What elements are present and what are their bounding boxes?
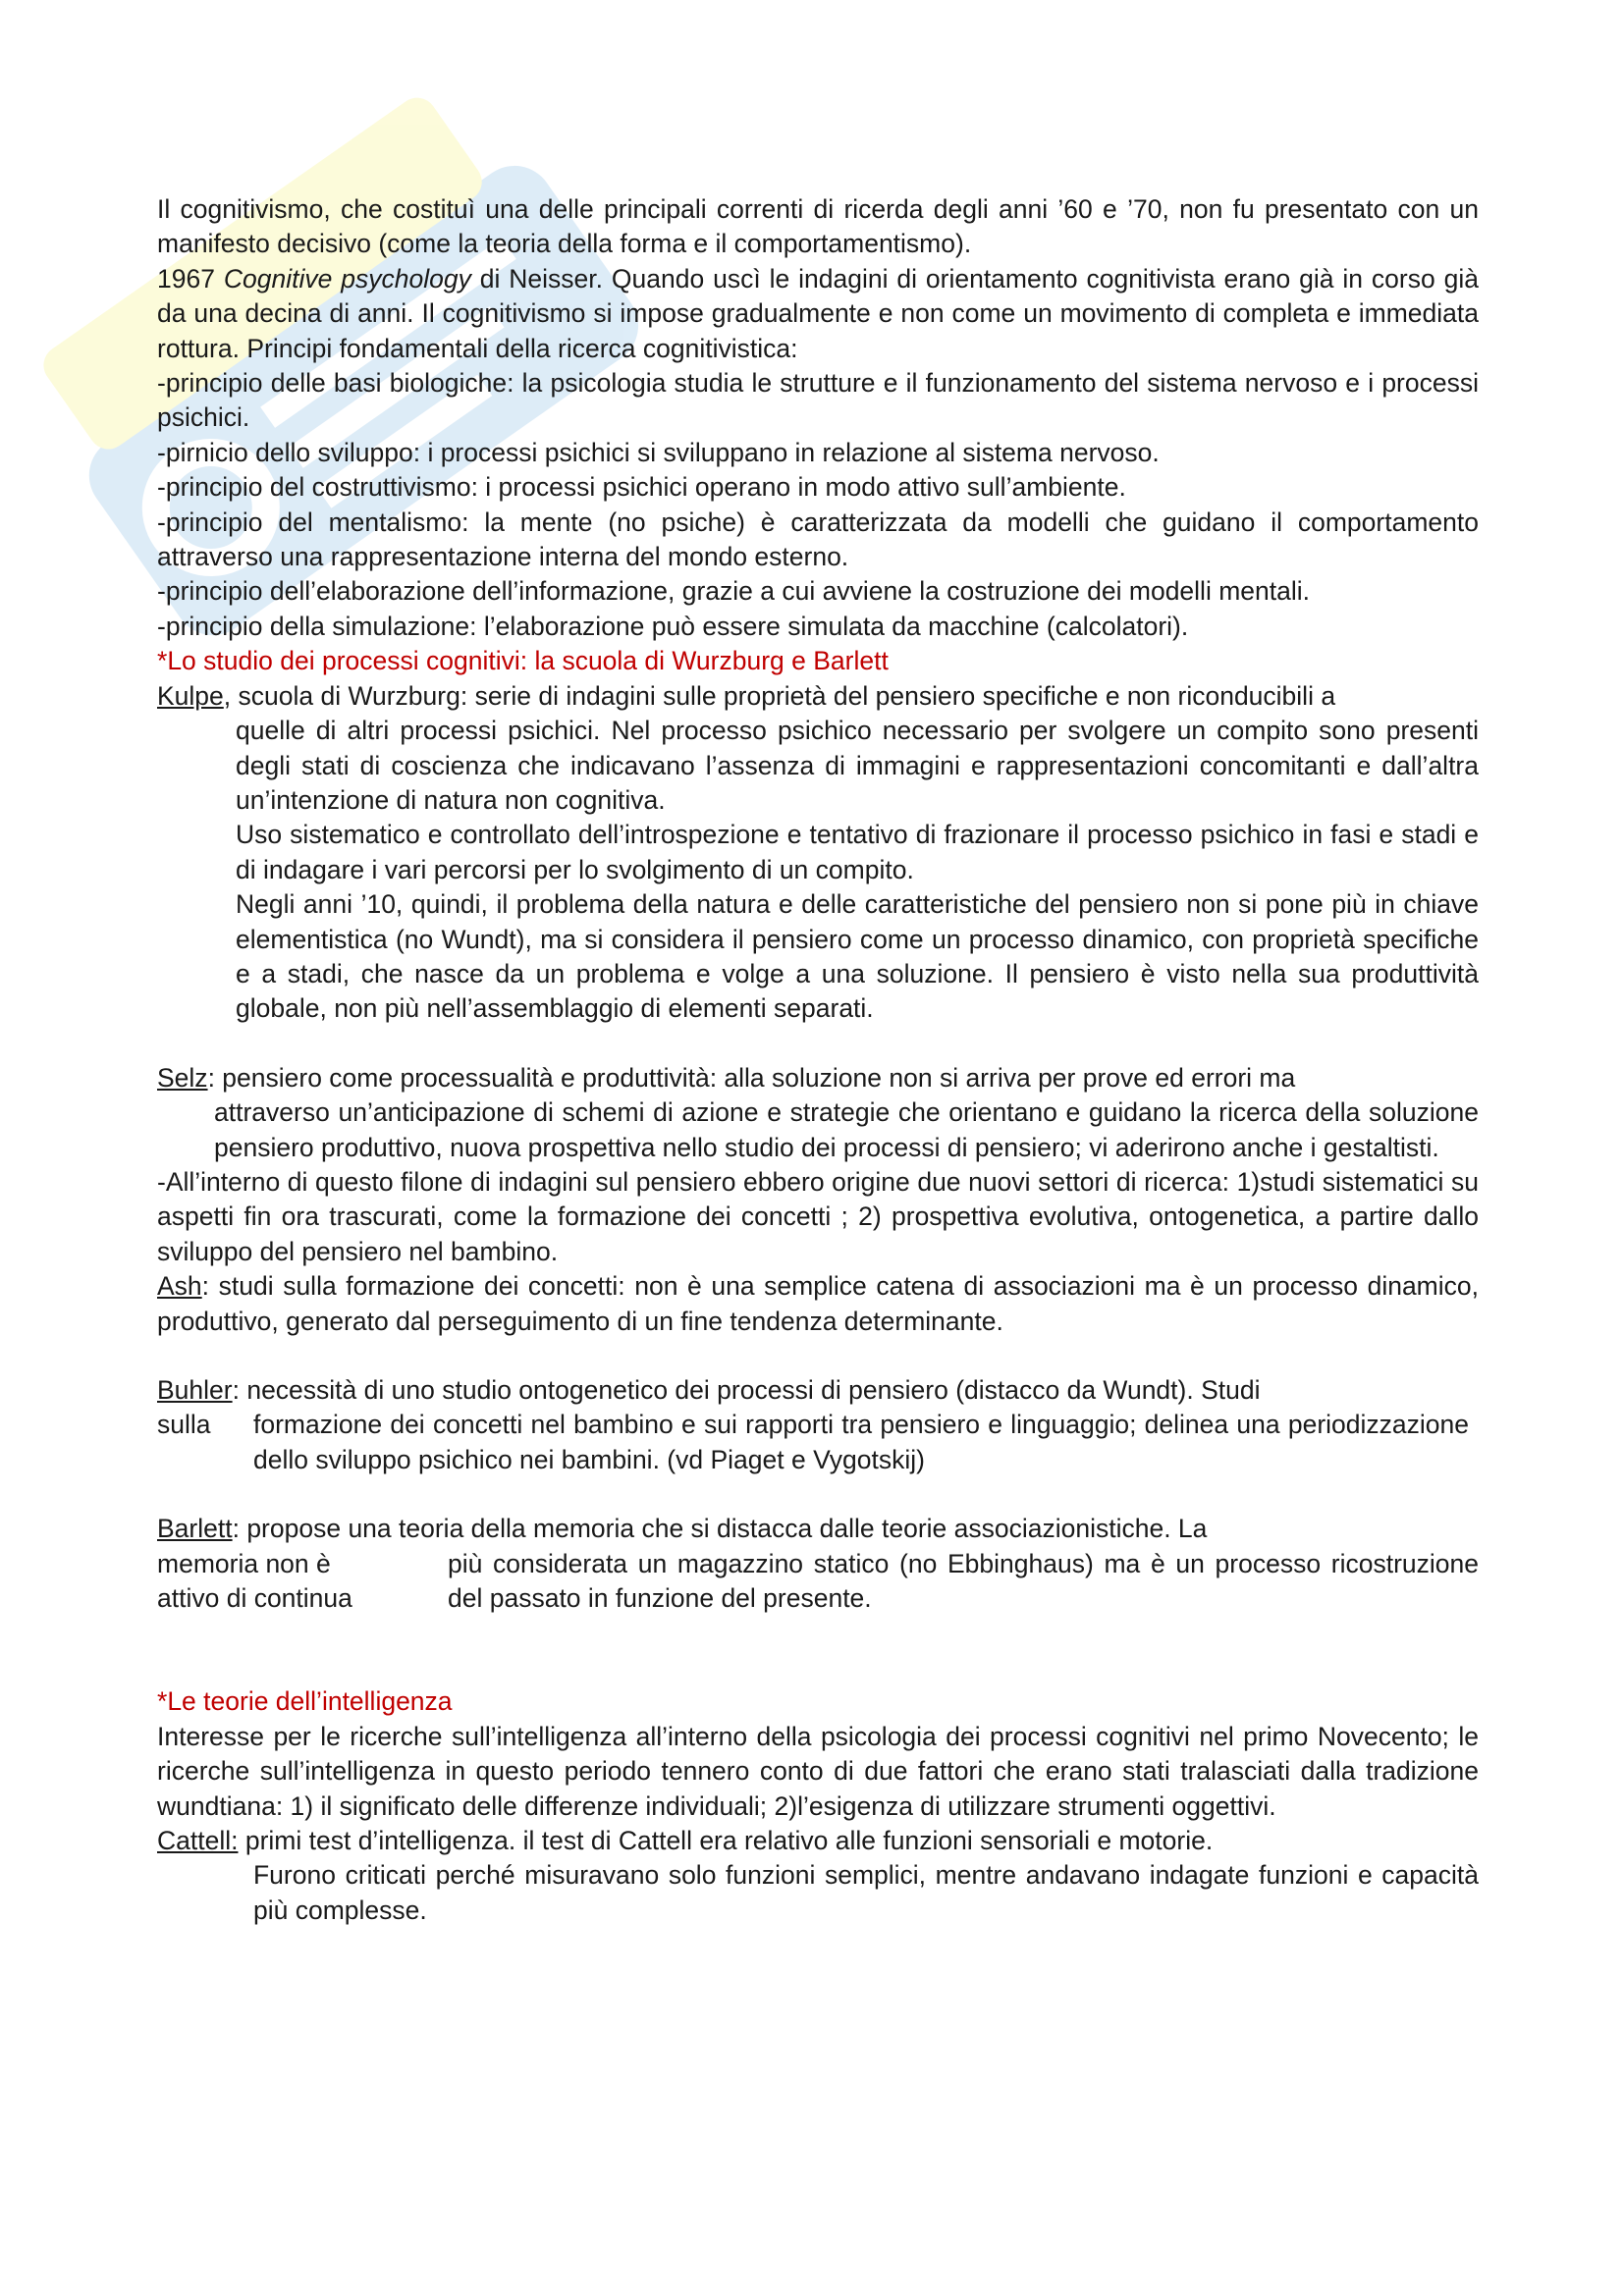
cattell-body: Furono criticati perché misuravano solo funzioni semplici, mentre andavano indagate funzioni e capacità più complesse. bbox=[253, 1860, 1479, 1925]
kulpe-body-3: Negli anni ’10, quindi, il problema della natura e delle caratteristiche del pensiero non si pone più in chiave elementistica (no Wundt), ma si considera il pensiero come un processo dinamico, con proprietà specifiche e a stadi, che nasce da un problema e volge a una soluzione. Il pensiero è visto nella sua produttività globale, non più nell’assemblaggio di elementi separati. bbox=[236, 889, 1479, 1024]
buhler-lead-text: : necessità di uno studio ontogenetico dei processi di pensiero (distacco da Wundt). Studi bbox=[232, 1375, 1261, 1405]
principle-mentalism: -principio del mentalismo: la mente (no psiche) è caratterizzata da modelli che guidano il comportamento attraverso una rappresentazione interna del mondo esterno. bbox=[157, 507, 1479, 572]
cattell-lead-text: primi test d’intelligenza. il test di Cattell era relativo alle funzioni sensoriali e motorie. bbox=[238, 1826, 1214, 1856]
author-cattell: Cattell: bbox=[157, 1826, 239, 1856]
principle-development: -pirnicio dello sviluppo: i processi psichici si sviluppano in relazione al sistema nervoso. bbox=[157, 437, 1160, 467]
barlett-body bbox=[157, 1547, 1479, 1617]
selz-lead-text: : pensiero come processualità e produttività: alla soluzione non si arriva per prove ed errori ma bbox=[207, 1062, 1296, 1093]
author-ash: Ash bbox=[157, 1271, 202, 1302]
paragraph-research-areas: -All’interno di questo filone di indagini sul pensiero ebbero origine due nuovi settori di ricerca: 1)studi sistematici su aspetti fin ora trascurati, come la formazione dei concetti ; 2) prospettiva evolutiva, ontogenetica, a partire dallo sviluppo del pensiero nel bambino. bbox=[157, 1166, 1479, 1266]
barlett-left bbox=[157, 1547, 448, 1617]
author-buhler: Buhler bbox=[157, 1375, 233, 1405]
document-body bbox=[157, 192, 1479, 1928]
barlett-lead bbox=[157, 1512, 1479, 1546]
buhler-left: sulla bbox=[157, 1410, 211, 1440]
buhler-right: formazione dei concetti nel bambino e sui rapporti tra pensiero e linguaggio; delinea una periodizzazione dello sviluppo psichico nei bambini. (vd Piaget e Vygotskij) bbox=[253, 1410, 1469, 1474]
ash-paragraph bbox=[157, 1269, 1479, 1339]
kulpe-body-1: quelle di altri processi psichici. Nel processo psichico necessario per svolgere un compito sono presenti degli stati di coscienza che indicavano l’assenza di immagini e rappresentazioni concomitanti e dall’altra un’intenzione di natura non cognitiva. bbox=[236, 716, 1479, 815]
cattell-lead bbox=[157, 1824, 1479, 1858]
ash-text: : studi sulla formazione dei concetti: non è una semplice catena di associazioni ma è un processo dinamico, produttivo, generato dal perseguimento di un fine tendenza determinante. bbox=[157, 1271, 1479, 1336]
barlett-lead-text: : propose una teoria della memoria che si distacca dalle teorie associazionistiche. La bbox=[232, 1514, 1208, 1544]
selz-body: attraverso un’anticipazione di schemi di azione e strategie che orientano e guidano la ricerca della soluzione pensiero produttivo, nuova prospettiva nello studio dei processi di pensiero; vi aderirono anche i gestaltisti. bbox=[214, 1097, 1479, 1162]
buhler-lead bbox=[157, 1373, 1479, 1408]
barlett-right: più considerata un magazzino statico (no Ebbinghaus) ma è un processo ricostruzione del passato in funzione del presente. bbox=[448, 1548, 1479, 1614]
author-selz: Selz bbox=[157, 1062, 208, 1093]
section-heading-intelligence: *Le teorie dell’intelligenza bbox=[157, 1686, 453, 1717]
kulpe-body-2: Uso sistematico e controllato dell’introspezione e tentativo di frazionare il processo psichico in fasi e stadi e di indagare i vari percorsi per lo svolgimento di un compito. bbox=[236, 820, 1479, 884]
year: 1967 bbox=[157, 263, 215, 294]
author-kulpe: Kulpe bbox=[157, 680, 224, 711]
barlett-left-1: memoria non è bbox=[157, 1548, 331, 1578]
author-barlett: Barlett bbox=[157, 1514, 233, 1544]
paragraph-intelligence: Interesse per le ricerche sull’intelligenza all’interno della psicologia dei processi cognitivi nel primo Novecento; le ricerche sull’intelligenza in questo periodo tennero conto di due fattori che erano stati tralasciati dalla tradizione wundtiana: 1) il significato delle differenze individuali; 2)l’esigenza di utilizzare strumenti oggettivi. bbox=[157, 1721, 1479, 1821]
paragraph-neisser-text: di Neisser. Quando uscì le indagini di orientamento cognitivista erano già in corso già da una decina di anni. Il cognitivismo si impose gradualmente e non come un movimento di completa e immediata rottura. Principi fondamentali della ricerca cognitivistica: bbox=[157, 263, 1479, 363]
principle-biological: -principio delle basi biologiche: la psicologia studia le strutture e il funzionamento del sistema nervoso e i processi psichici. bbox=[157, 368, 1479, 433]
kulpe-lead-text: , scuola di Wurzburg: serie di indagini sulle proprietà del pensiero specifiche e non riconducibili a bbox=[223, 680, 1336, 711]
book-title: Cognitive psychology bbox=[223, 263, 471, 294]
principle-simulation: -principio della simulazione: l’elaborazione può essere simulata da macchine (calcolatori). bbox=[157, 611, 1189, 641]
principle-constructivism: -principio del costruttivismo: i processi psichici operano in modo attivo sull’ambiente. bbox=[157, 472, 1126, 503]
buhler-body bbox=[157, 1408, 1479, 1477]
paragraph-intro: Il cognitivismo, che costituì una delle principali correnti di ricerda degli anni ’60 e ’70, non fu presentato con un manifesto decisivo (come la teoria della forma e il comportamentismo). bbox=[157, 194, 1479, 259]
paragraph-neisser bbox=[157, 262, 1479, 366]
section-heading-wurzburg: *Lo studio dei processi cognitivi: la scuola di Wurzburg e Barlett bbox=[157, 646, 889, 676]
kulpe-lead bbox=[157, 679, 1479, 714]
barlett-left-2: attivo di continua bbox=[157, 1583, 352, 1614]
selz-lead bbox=[157, 1061, 1479, 1095]
principle-information: -principio dell’elaborazione dell’informazione, grazie a cui avviene la costruzione dei modelli mentali. bbox=[157, 576, 1310, 607]
